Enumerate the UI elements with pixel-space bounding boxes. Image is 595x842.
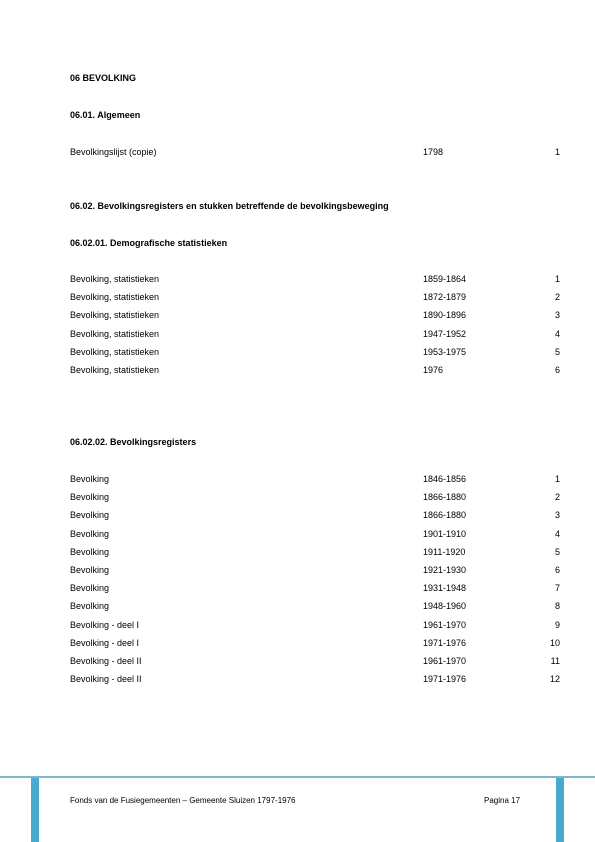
item-number: 2 bbox=[554, 492, 560, 503]
list-item bbox=[70, 292, 560, 304]
item-period: 1961-1970 bbox=[423, 656, 467, 666]
item-description: Bevolking, statistieken bbox=[70, 346, 160, 357]
item-description: Bevolking bbox=[70, 583, 110, 594]
list-item bbox=[70, 601, 560, 613]
list-item bbox=[70, 583, 560, 595]
item-description: Bevolking bbox=[70, 565, 110, 575]
item-description: Bevolking - deel I bbox=[70, 619, 140, 630]
list-item bbox=[70, 638, 560, 650]
item-period: 1859-1864 bbox=[423, 274, 467, 284]
footer-document-title: Fonds van de Fusiegemeenten – Gemeente Sluizen 1797-1976 bbox=[70, 796, 296, 805]
item-number: 1 bbox=[554, 474, 560, 484]
item-number: 11 bbox=[550, 656, 560, 666]
item-number: 5 bbox=[554, 546, 560, 557]
item-number: 2 bbox=[554, 292, 560, 303]
item-period: 1911-1920 bbox=[423, 546, 466, 557]
list-item bbox=[70, 547, 560, 559]
item-period: 1947-1952 bbox=[423, 328, 467, 339]
list-item bbox=[70, 147, 560, 159]
item-period: 1798 bbox=[423, 147, 444, 157]
item-description: Bevolking bbox=[70, 528, 110, 539]
list-item bbox=[70, 310, 560, 322]
item-period: 1953-1975 bbox=[423, 346, 467, 357]
item-period: 1866-1880 bbox=[423, 510, 467, 521]
footer-divider bbox=[0, 776, 595, 778]
item-description: Bevolking bbox=[70, 474, 110, 484]
item-period: 1961-1970 bbox=[423, 619, 467, 630]
item-number: 8 bbox=[554, 601, 560, 612]
item-description: Bevolking - deel II bbox=[70, 656, 142, 666]
subsection-title-algemeen: 06.01. Algemeen bbox=[70, 110, 141, 120]
item-number: 9 bbox=[554, 619, 560, 630]
footer-accent-bar-right bbox=[556, 778, 564, 842]
list-item bbox=[70, 329, 560, 341]
item-description: Bevolking - deel II bbox=[70, 674, 142, 685]
item-number: 4 bbox=[554, 328, 560, 339]
item-description: Bevolking bbox=[70, 601, 110, 612]
item-number: 7 bbox=[554, 583, 560, 594]
item-description: Bevolkingslijst (copie) bbox=[70, 147, 157, 157]
item-number: 1 bbox=[554, 147, 560, 157]
item-number: 5 bbox=[554, 346, 560, 357]
item-number: 12 bbox=[549, 674, 560, 685]
item-period: 1921-1930 bbox=[423, 565, 467, 575]
item-period: 1971-1976 bbox=[423, 674, 467, 685]
item-period: 1976 bbox=[423, 365, 444, 375]
list-item bbox=[70, 620, 560, 632]
item-number: 3 bbox=[554, 310, 560, 321]
list-item bbox=[70, 674, 560, 686]
item-period: 1948-1960 bbox=[423, 601, 467, 612]
subsection-title-demografische-statistieken: 06.02.01. Demografische statistieken bbox=[70, 238, 228, 248]
section-title: 06 BEVOLKING bbox=[70, 73, 137, 83]
footer-page-number: Pagina 17 bbox=[484, 796, 521, 805]
item-period: 1971-1976 bbox=[423, 637, 467, 648]
item-number: 1 bbox=[554, 274, 560, 284]
item-number: 10 bbox=[549, 637, 560, 648]
item-period: 1872-1879 bbox=[423, 292, 467, 303]
item-description: Bevolking, statistieken bbox=[70, 365, 160, 375]
list-item bbox=[70, 365, 560, 377]
item-period: 1931-1948 bbox=[423, 583, 467, 594]
item-period: 1846-1856 bbox=[423, 474, 467, 484]
list-item bbox=[70, 474, 560, 486]
item-description: Bevolking, statistieken bbox=[70, 310, 160, 321]
item-period: 1890-1896 bbox=[423, 310, 467, 321]
item-description: Bevolking bbox=[70, 492, 110, 503]
item-number: 6 bbox=[554, 365, 560, 375]
list-item bbox=[70, 274, 560, 286]
list-item bbox=[70, 529, 560, 541]
list-item bbox=[70, 492, 560, 504]
list-item bbox=[70, 656, 560, 668]
subsection-title-bevolkingsregisters: 06.02.02. Bevolkingsregisters bbox=[70, 437, 197, 447]
footer-accent-bar-left bbox=[31, 778, 39, 842]
list-item bbox=[70, 565, 560, 577]
item-description: Bevolking - deel I bbox=[70, 637, 140, 648]
item-description: Bevolking bbox=[70, 510, 110, 521]
list-item bbox=[70, 510, 560, 522]
item-period: 1901-1910 bbox=[423, 528, 467, 539]
item-description: Bevolking bbox=[70, 546, 110, 557]
item-description: Bevolking, statistieken bbox=[70, 292, 160, 303]
item-number: 6 bbox=[554, 565, 560, 575]
item-description: Bevolking, statistieken bbox=[70, 274, 160, 284]
item-description: Bevolking, statistieken bbox=[70, 328, 160, 339]
item-number: 3 bbox=[554, 510, 560, 521]
list-item bbox=[70, 347, 560, 359]
item-number: 4 bbox=[554, 528, 560, 539]
item-period: 1866-1880 bbox=[423, 492, 467, 503]
subsection-title-bevolkingsregisters-en-stukken: 06.02. Bevolkingsregisters en stukken betreffende de bevolkingsbeweging bbox=[70, 201, 389, 211]
